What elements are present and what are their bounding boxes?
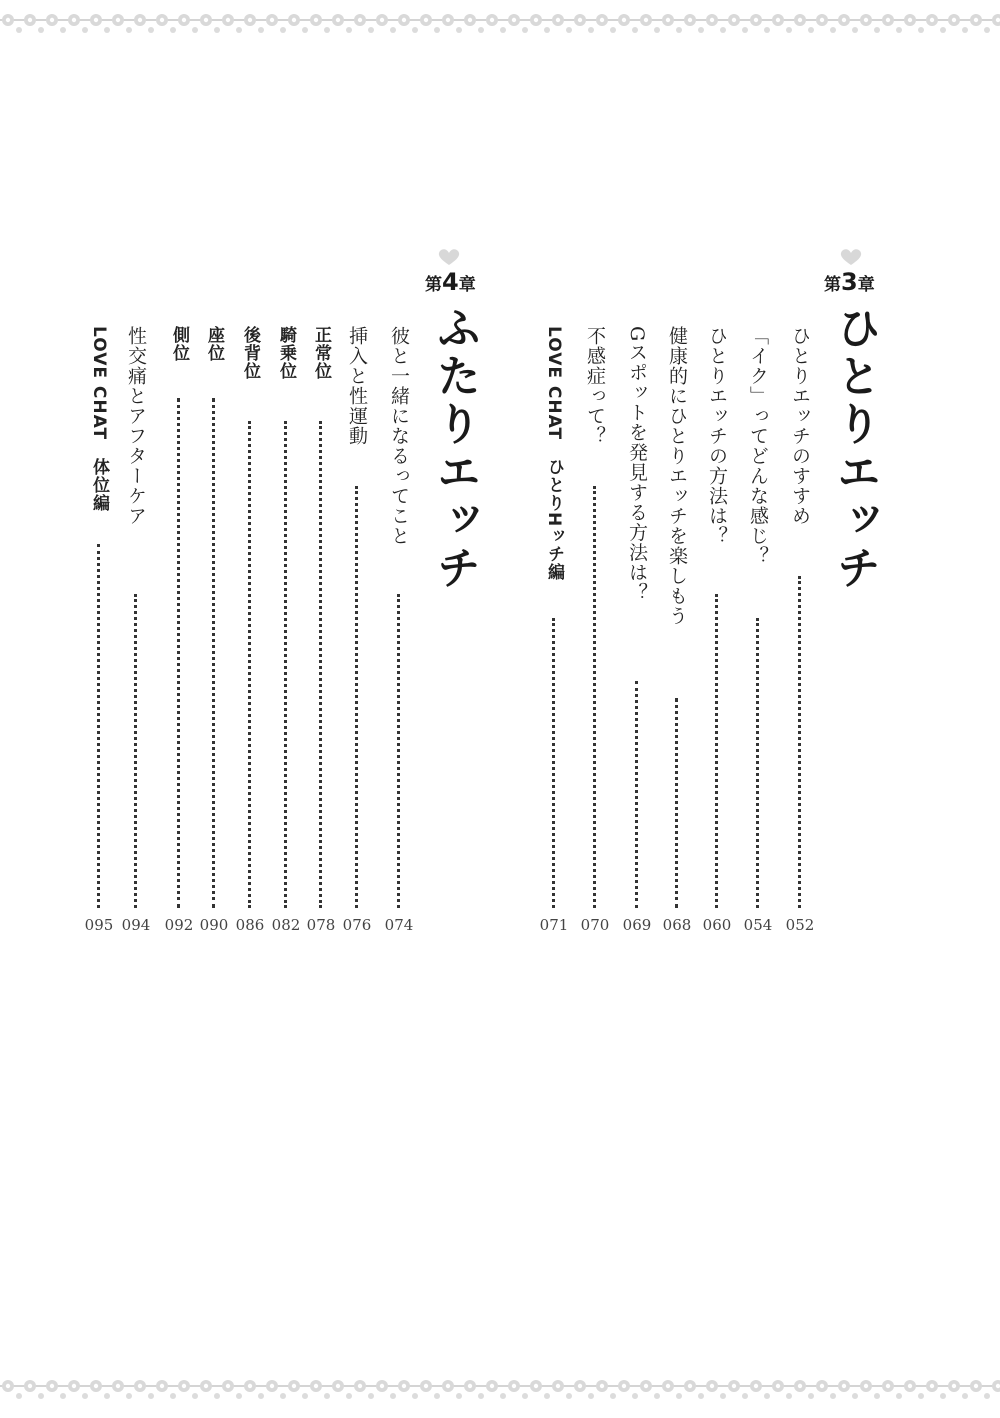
toc-entry[interactable] [166,326,192,934]
toc-page-number: 086 [235,916,265,934]
leader-dots [134,594,137,908]
toc-page-number: 095 [84,916,114,934]
toc-entry[interactable] [273,326,299,934]
toc-entry[interactable] [237,326,263,934]
toc-entry-title: 挿入と性運動 [346,326,368,446]
toc-entry-title: 正常位 [311,326,331,380]
toc-entry[interactable] [664,326,690,934]
toc-entry[interactable] [787,326,813,934]
toc-entry[interactable] [745,326,771,934]
toc-entry-title: 座位 [204,326,224,362]
leader-dots [756,618,759,908]
heart-icon [436,248,462,266]
toc-page-number: 078 [306,916,336,934]
toc-entry-title: 「イク」ってどんな感じ？ [747,326,769,566]
toc-entry-title: LOVE CHAT ひとりHッチ編 [544,326,564,582]
toc-page-number: 069 [622,916,652,934]
toc-entry[interactable] [624,326,650,934]
toc-page-number: 090 [199,916,229,934]
toc-entry-title: 不感症って？ [584,326,606,446]
toc-entry[interactable] [201,326,227,934]
toc-entry-title: 性交痛とアフターケア [125,326,147,526]
toc-page-number: 092 [164,916,194,934]
toc-entry-title: 側位 [169,326,189,362]
toc-entry-title: ひとりエッチの方法は？ [706,326,728,546]
leader-dots [355,486,358,908]
toc-entry-title: 健康的にひとりエッチを楽しもう [666,326,688,626]
toc-entry-title: 彼と一緒になるってこと [388,326,410,546]
leader-dots [319,421,322,908]
lace-border-top [0,6,1000,46]
toc-entry[interactable] [582,326,608,934]
leader-dots [798,576,801,908]
leader-dots [552,618,555,908]
heart-icon [838,248,864,266]
leader-dots [715,594,718,908]
toc-entry-love-chat[interactable] [541,326,567,934]
toc-page-number: 052 [785,916,815,934]
toc-page-number: 074 [384,916,414,934]
toc-entry-title: 後背位 [240,326,260,380]
toc-entry[interactable] [344,326,370,934]
toc-page-number: 094 [121,916,151,934]
toc-page-number: 082 [271,916,301,934]
chapter-4-label: 第4章 [425,268,476,296]
leader-dots [97,544,100,908]
chapter-4-title: ふたりエッチ [429,305,480,593]
toc-entry-title: Gスポットを発見する方法は？ [626,326,648,603]
toc-page-number: 071 [539,916,569,934]
toc-page-number: 060 [702,916,732,934]
leader-dots [177,398,180,908]
chapter-3-label: 第3章 [824,268,875,296]
leader-dots [675,698,678,908]
toc-page-number: 068 [662,916,692,934]
leader-dots [593,486,596,908]
toc-entry[interactable] [704,326,730,934]
toc-page-number: 076 [342,916,372,934]
toc-entry-title: 騎乗位 [276,326,296,380]
chapter-3-title: ひとりエッチ [829,305,880,593]
leader-dots [397,594,400,908]
toc-entry[interactable] [123,326,149,934]
toc-entry[interactable] [386,326,412,934]
toc-entry-title: ひとりエッチのすすめ [789,326,811,526]
toc-page-number: 054 [743,916,773,934]
leader-dots [635,681,638,908]
toc-page-number: 070 [580,916,610,934]
toc-entry[interactable] [308,326,334,934]
lace-border-bottom [0,1372,1000,1412]
leader-dots [248,421,251,908]
toc-entry-title: LOVE CHAT 体位編 [89,326,109,513]
leader-dots [284,421,287,908]
toc-entry-love-chat[interactable] [86,326,112,934]
leader-dots [212,398,215,908]
